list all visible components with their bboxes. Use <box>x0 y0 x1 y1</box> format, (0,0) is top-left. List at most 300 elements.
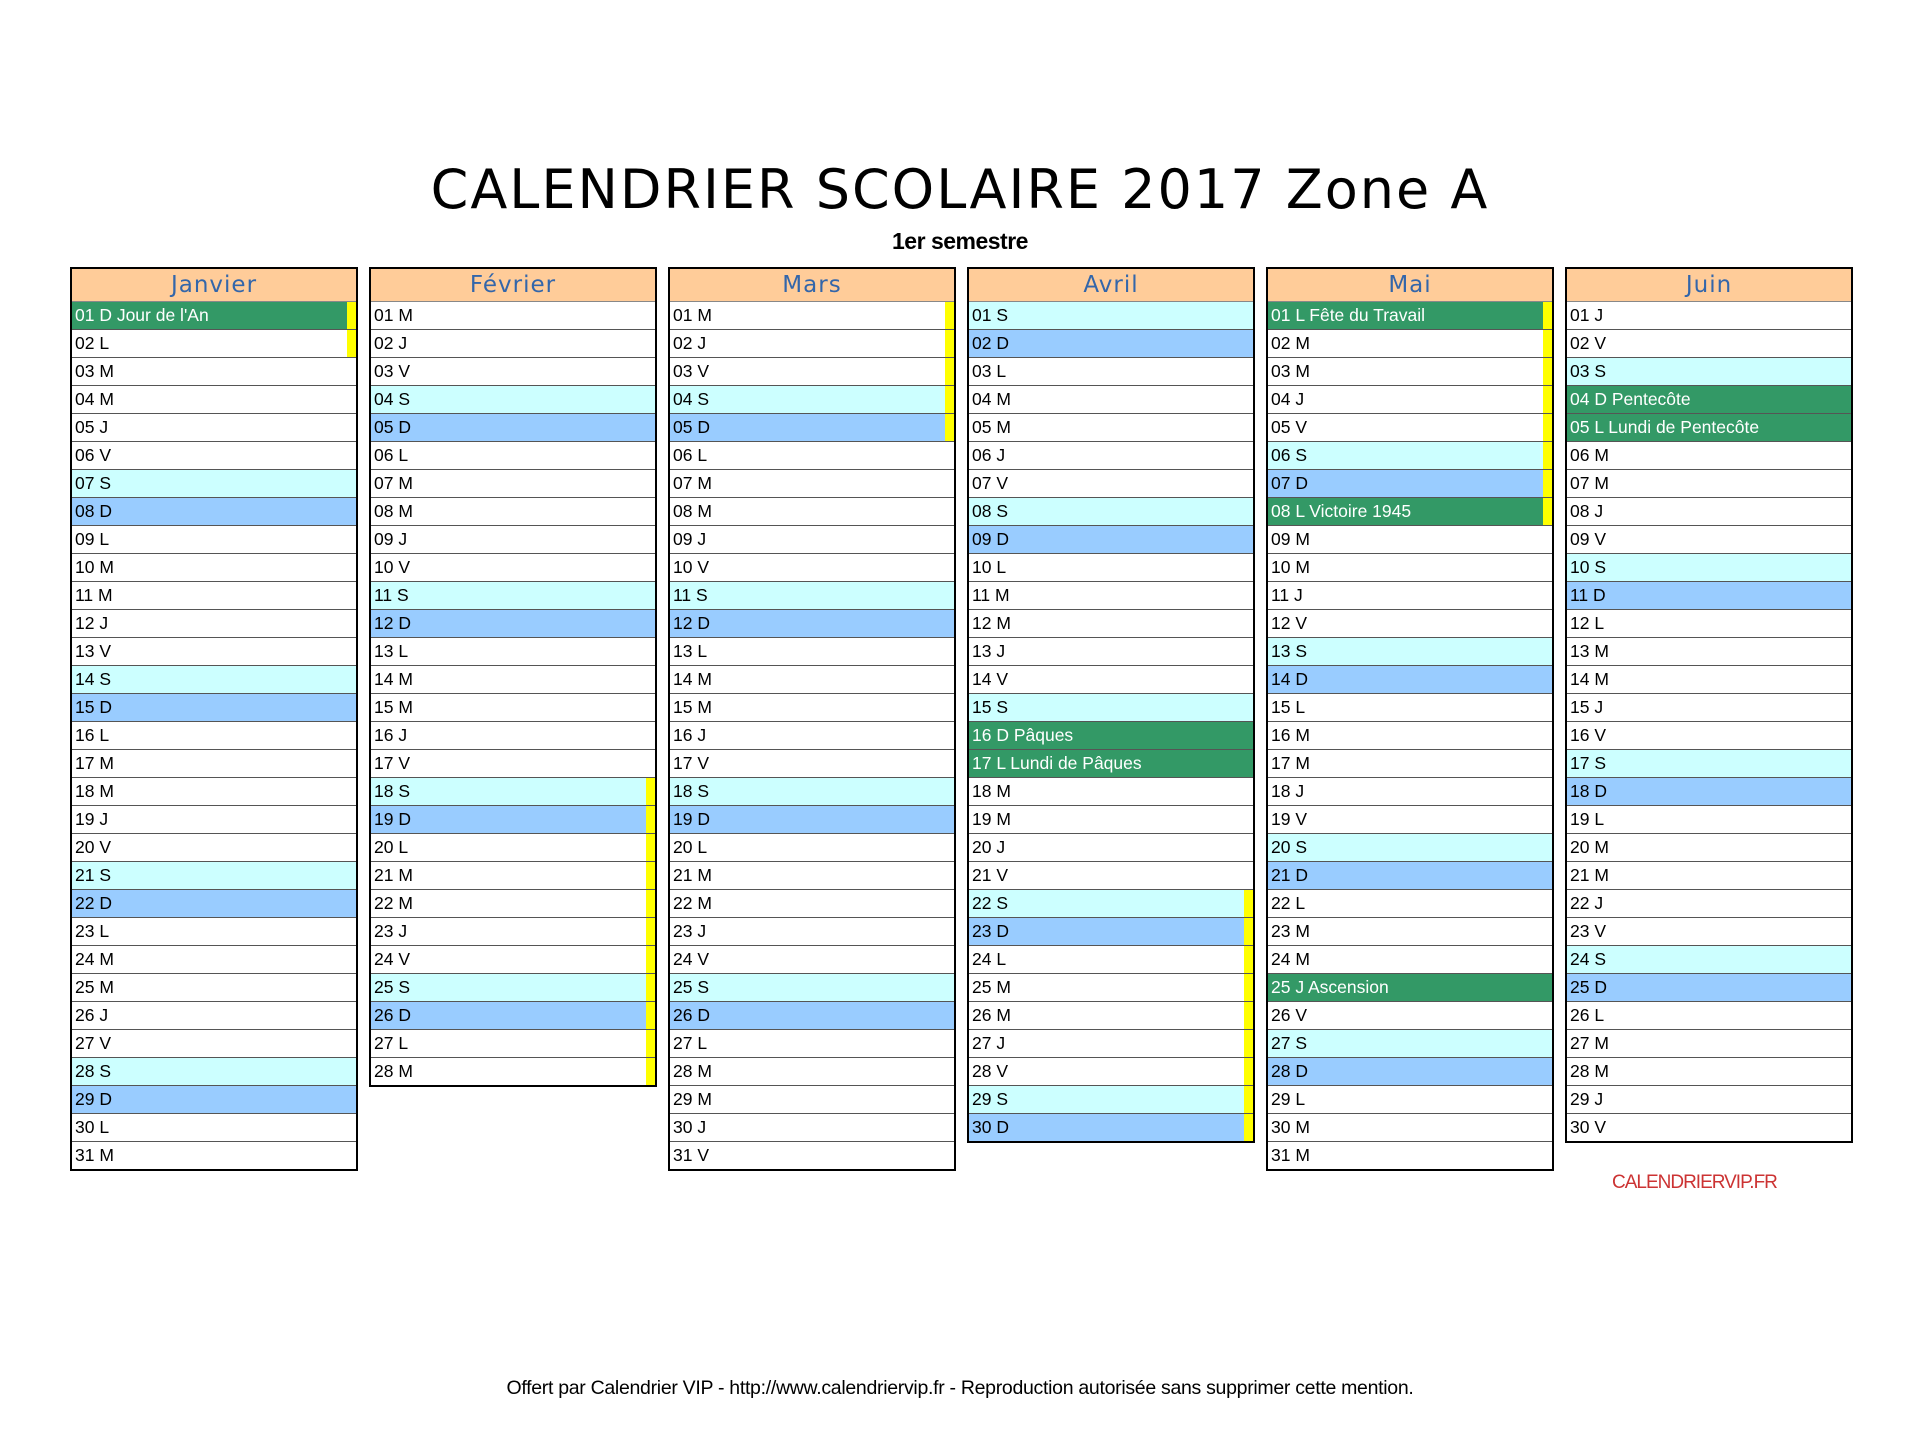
day-row <box>1567 1030 1851 1058</box>
day-label: 21 M <box>673 865 712 885</box>
day-row <box>1567 498 1851 526</box>
day-row <box>371 330 655 358</box>
month-header: Janvier <box>72 269 356 302</box>
day-row <box>72 834 356 862</box>
day-label: 23 D <box>972 921 1009 941</box>
vacation-marker <box>945 330 954 357</box>
day-row <box>969 722 1253 750</box>
day-label: 11 M <box>75 585 113 605</box>
day-row <box>72 694 356 722</box>
day-label: 03 V <box>374 361 410 381</box>
day-label: 10 S <box>1570 557 1606 577</box>
day-row <box>1268 946 1552 974</box>
day-row <box>1268 554 1552 582</box>
day-label: 05 D <box>374 417 411 437</box>
day-row <box>969 778 1253 806</box>
day-label: 01 M <box>374 305 413 325</box>
day-label: 25 M <box>972 977 1011 997</box>
day-row <box>1567 302 1851 330</box>
day-row <box>1268 526 1552 554</box>
day-label: 30 J <box>673 1117 707 1137</box>
day-label: 26 V <box>1271 1005 1307 1025</box>
day-label: 17 L Lundi de Pâques <box>972 753 1142 773</box>
month-header: Février <box>371 269 655 302</box>
day-row <box>1268 778 1552 806</box>
day-label: 23 M <box>1271 921 1310 941</box>
day-row <box>371 358 655 386</box>
day-row <box>969 918 1253 946</box>
day-row <box>1567 750 1851 778</box>
day-row <box>670 358 954 386</box>
day-row <box>72 1058 356 1086</box>
day-label: 30 V <box>1570 1117 1606 1137</box>
day-label: 24 M <box>1271 949 1310 969</box>
day-label: 20 J <box>972 837 1006 857</box>
day-row <box>1268 918 1552 946</box>
day-row <box>1567 330 1851 358</box>
day-label: 15 M <box>673 697 712 717</box>
vacation-marker <box>945 386 954 413</box>
day-label: 06 V <box>75 445 111 465</box>
day-label: 11 M <box>972 585 1010 605</box>
day-row <box>1567 806 1851 834</box>
day-label: 03 M <box>1271 361 1310 381</box>
vacation-marker <box>1244 1002 1253 1029</box>
month-header: Mai <box>1268 269 1552 302</box>
vacation-marker <box>1543 386 1552 413</box>
day-label: 23 V <box>1570 921 1606 941</box>
day-label: 14 S <box>75 669 111 689</box>
day-label: 02 L <box>75 333 110 353</box>
day-label: 08 J <box>1570 501 1604 521</box>
day-row <box>969 806 1253 834</box>
day-label: 17 M <box>75 753 114 773</box>
day-row <box>670 414 954 442</box>
vacation-marker <box>646 974 655 1001</box>
day-label: 12 L <box>1570 613 1605 633</box>
vacation-marker <box>646 1058 655 1085</box>
day-label: 27 S <box>1271 1033 1307 1053</box>
day-label: 08 M <box>673 501 712 521</box>
day-label: 29 D <box>75 1089 112 1109</box>
day-row <box>1268 1058 1552 1086</box>
day-row <box>969 1002 1253 1030</box>
day-label: 14 M <box>1570 669 1609 689</box>
day-label: 07 S <box>75 473 111 493</box>
day-label: 13 S <box>1271 641 1307 661</box>
month-column <box>369 267 657 1087</box>
day-label: 12 M <box>972 613 1011 633</box>
day-label: 30 M <box>1271 1117 1310 1137</box>
day-row <box>72 302 356 330</box>
day-row <box>1567 862 1851 890</box>
day-row <box>1268 722 1552 750</box>
day-label: 22 M <box>673 893 712 913</box>
day-row <box>670 470 954 498</box>
month-column <box>1266 267 1554 1171</box>
day-label: 18 J <box>1271 781 1305 801</box>
day-label: 28 S <box>75 1061 111 1081</box>
day-label: 15 D <box>75 697 112 717</box>
day-row <box>371 1030 655 1058</box>
day-row <box>72 582 356 610</box>
day-row <box>670 862 954 890</box>
day-label: 22 D <box>75 893 112 913</box>
day-row <box>72 1086 356 1114</box>
vacation-marker <box>945 414 954 441</box>
day-row <box>72 946 356 974</box>
day-label: 22 M <box>374 893 413 913</box>
day-row <box>371 722 655 750</box>
day-label: 13 J <box>972 641 1006 661</box>
vacation-marker <box>1543 414 1552 441</box>
day-row <box>371 834 655 862</box>
day-row <box>1567 386 1851 414</box>
day-label: 15 J <box>1570 697 1604 717</box>
vacation-marker <box>1244 974 1253 1001</box>
day-row <box>969 1058 1253 1086</box>
day-label: 07 M <box>673 473 712 493</box>
day-row <box>670 610 954 638</box>
day-label: 16 M <box>1271 725 1310 745</box>
day-row <box>969 498 1253 526</box>
day-row <box>670 582 954 610</box>
day-row <box>72 918 356 946</box>
day-label: 28 V <box>972 1061 1008 1081</box>
month-header: Juin <box>1567 269 1851 302</box>
day-row <box>1567 890 1851 918</box>
day-row <box>371 526 655 554</box>
day-row <box>1567 722 1851 750</box>
day-label: 25 D <box>1570 977 1607 997</box>
day-label: 31 M <box>75 1145 114 1165</box>
vacation-marker <box>646 778 655 805</box>
vacation-marker <box>646 806 655 833</box>
page-subtitle: 1er semestre <box>892 228 1028 254</box>
day-label: 04 S <box>374 389 410 409</box>
day-label: 24 S <box>1570 949 1606 969</box>
day-label: 17 M <box>1271 753 1310 773</box>
day-row <box>371 470 655 498</box>
day-row <box>72 1030 356 1058</box>
day-label: 04 M <box>75 389 114 409</box>
day-row <box>1268 1030 1552 1058</box>
day-label: 07 D <box>1271 473 1308 493</box>
day-row <box>1567 946 1851 974</box>
day-label: 24 V <box>673 949 709 969</box>
day-row <box>371 302 655 330</box>
month-column <box>668 267 956 1171</box>
day-label: 28 M <box>374 1061 413 1081</box>
vacation-marker <box>646 1030 655 1057</box>
day-label: 12 D <box>374 613 411 633</box>
vacation-marker <box>1244 918 1253 945</box>
day-label: 09 J <box>374 529 408 549</box>
day-label: 22 L <box>1271 893 1306 913</box>
day-label: 25 J Ascension <box>1271 977 1389 997</box>
day-label: 21 M <box>374 865 413 885</box>
day-label: 06 L <box>374 445 409 465</box>
day-row <box>1567 974 1851 1002</box>
day-row <box>371 750 655 778</box>
day-row <box>371 890 655 918</box>
day-row <box>1567 1114 1851 1141</box>
day-row <box>1268 582 1552 610</box>
day-row <box>969 666 1253 694</box>
day-row <box>371 806 655 834</box>
day-label: 20 M <box>1570 837 1609 857</box>
day-label: 08 M <box>374 501 413 521</box>
day-row <box>72 806 356 834</box>
day-row <box>1268 386 1552 414</box>
day-label: 30 L <box>75 1117 110 1137</box>
day-label: 07 M <box>1570 473 1609 493</box>
vacation-marker <box>347 330 356 357</box>
vacation-marker <box>1543 470 1552 497</box>
day-row <box>72 526 356 554</box>
day-label: 22 J <box>1570 893 1604 913</box>
day-row <box>1567 358 1851 386</box>
day-label: 02 D <box>972 333 1009 353</box>
day-label: 18 M <box>75 781 114 801</box>
day-label: 26 D <box>374 1005 411 1025</box>
day-row <box>72 498 356 526</box>
day-row <box>969 1114 1253 1141</box>
day-label: 28 M <box>1570 1061 1609 1081</box>
day-label: 10 V <box>374 557 410 577</box>
day-row <box>969 526 1253 554</box>
day-label: 11 S <box>673 585 708 605</box>
day-row <box>1567 554 1851 582</box>
day-label: 06 J <box>972 445 1006 465</box>
day-row <box>670 526 954 554</box>
day-row <box>670 1002 954 1030</box>
day-label: 23 L <box>75 921 110 941</box>
day-row <box>1268 1142 1552 1169</box>
day-label: 27 L <box>673 1033 708 1053</box>
day-label: 04 M <box>972 389 1011 409</box>
day-label: 04 D Pentecôte <box>1570 389 1691 409</box>
day-row <box>1567 470 1851 498</box>
day-label: 01 J <box>1570 305 1604 325</box>
vacation-marker <box>646 918 655 945</box>
day-row <box>1567 414 1851 442</box>
day-label: 05 V <box>1271 417 1307 437</box>
day-row <box>969 974 1253 1002</box>
day-row <box>670 946 954 974</box>
vacation-marker <box>1244 1114 1253 1141</box>
day-label: 19 J <box>75 809 109 829</box>
day-row <box>72 330 356 358</box>
day-label: 13 L <box>673 641 708 661</box>
day-row <box>371 694 655 722</box>
day-label: 01 S <box>972 305 1008 325</box>
day-label: 04 J <box>1271 389 1305 409</box>
day-row <box>1567 918 1851 946</box>
day-label: 13 V <box>75 641 111 661</box>
day-label: 18 D <box>1570 781 1607 801</box>
day-label: 27 L <box>374 1033 409 1053</box>
day-label: 15 L <box>1271 697 1306 717</box>
day-label: 31 V <box>673 1145 709 1165</box>
day-row <box>969 386 1253 414</box>
day-row <box>72 610 356 638</box>
day-row <box>1268 694 1552 722</box>
day-row <box>670 834 954 862</box>
day-label: 27 M <box>1570 1033 1609 1053</box>
vacation-marker <box>1543 442 1552 469</box>
day-label: 16 V <box>1570 725 1606 745</box>
day-row <box>670 386 954 414</box>
day-row <box>670 806 954 834</box>
day-row <box>371 386 655 414</box>
day-label: 12 V <box>1271 613 1307 633</box>
vacation-marker <box>646 890 655 917</box>
day-label: 21 S <box>75 865 111 885</box>
month-header: Mars <box>670 269 954 302</box>
day-label: 05 L Lundi de Pentecôte <box>1570 417 1760 437</box>
day-row <box>72 862 356 890</box>
day-label: 01 M <box>673 305 712 325</box>
day-row <box>1268 414 1552 442</box>
day-label: 06 M <box>1570 445 1609 465</box>
day-row <box>72 666 356 694</box>
day-row <box>670 750 954 778</box>
day-row <box>1268 806 1552 834</box>
day-row <box>670 694 954 722</box>
day-label: 21 M <box>1570 865 1609 885</box>
day-label: 09 J <box>673 529 707 549</box>
day-row <box>969 554 1253 582</box>
day-row <box>1268 330 1552 358</box>
day-row <box>72 358 356 386</box>
day-label: 15 M <box>374 697 413 717</box>
day-label: 12 D <box>673 613 710 633</box>
day-label: 09 M <box>1271 529 1310 549</box>
day-row <box>670 1142 954 1169</box>
day-row <box>72 974 356 1002</box>
day-row <box>72 778 356 806</box>
day-label: 10 M <box>1271 557 1310 577</box>
day-row <box>670 722 954 750</box>
day-label: 02 J <box>673 333 707 353</box>
day-row <box>1567 666 1851 694</box>
day-row <box>1268 890 1552 918</box>
day-label: 29 L <box>1271 1089 1306 1109</box>
day-row <box>371 498 655 526</box>
day-row <box>72 470 356 498</box>
day-row <box>670 330 954 358</box>
day-label: 27 J <box>972 1033 1006 1053</box>
day-label: 14 M <box>374 669 413 689</box>
day-row <box>1567 778 1851 806</box>
day-row <box>1567 834 1851 862</box>
day-row <box>969 638 1253 666</box>
brand-logo: CALENDRIERVIP.FR <box>1612 1172 1777 1193</box>
day-label: 23 J <box>673 921 707 941</box>
day-label: 25 S <box>673 977 709 997</box>
day-label: 05 D <box>673 417 710 437</box>
day-label: 16 L <box>75 725 110 745</box>
day-row <box>969 750 1253 778</box>
day-row <box>371 918 655 946</box>
day-row <box>371 862 655 890</box>
day-label: 11 S <box>374 585 409 605</box>
vacation-marker <box>646 1002 655 1029</box>
day-row <box>1268 1086 1552 1114</box>
month-header: Avril <box>969 269 1253 302</box>
vacation-marker <box>945 302 954 329</box>
day-label: 26 D <box>673 1005 710 1025</box>
day-label: 11 D <box>1570 585 1606 605</box>
day-row <box>1268 610 1552 638</box>
day-label: 26 L <box>1570 1005 1605 1025</box>
vacation-marker <box>945 358 954 385</box>
day-label: 05 M <box>972 417 1011 437</box>
day-label: 20 L <box>374 837 409 857</box>
day-row <box>1268 1114 1552 1142</box>
day-label: 09 V <box>1570 529 1606 549</box>
day-label: 06 S <box>1271 445 1307 465</box>
day-row <box>969 862 1253 890</box>
day-label: 16 J <box>374 725 408 745</box>
day-row <box>969 946 1253 974</box>
day-label: 08 D <box>75 501 112 521</box>
day-label: 26 J <box>75 1005 109 1025</box>
day-row <box>969 610 1253 638</box>
day-label: 17 S <box>1570 753 1606 773</box>
day-row <box>670 302 954 330</box>
day-row <box>670 778 954 806</box>
day-row <box>371 610 655 638</box>
day-row <box>969 414 1253 442</box>
day-label: 30 D <box>972 1117 1009 1137</box>
vacation-marker <box>1244 1030 1253 1057</box>
day-row <box>969 442 1253 470</box>
day-label: 20 S <box>1271 837 1307 857</box>
day-row <box>72 1142 356 1169</box>
day-label: 12 J <box>75 613 109 633</box>
vacation-marker <box>646 946 655 973</box>
day-label: 13 L <box>374 641 409 661</box>
day-row <box>969 582 1253 610</box>
day-row <box>72 722 356 750</box>
day-label: 03 S <box>1570 361 1606 381</box>
day-label: 29 M <box>673 1089 712 1109</box>
day-label: 25 S <box>374 977 410 997</box>
day-row <box>1268 470 1552 498</box>
day-row <box>969 890 1253 918</box>
day-row <box>670 918 954 946</box>
day-label: 13 M <box>1570 641 1609 661</box>
day-label: 10 V <box>673 557 709 577</box>
day-label: 18 S <box>374 781 410 801</box>
day-label: 20 V <box>75 837 111 857</box>
vacation-marker <box>646 862 655 889</box>
day-row <box>371 1058 655 1085</box>
day-label: 02 M <box>1271 333 1310 353</box>
day-label: 16 D Pâques <box>972 725 1074 745</box>
day-row <box>1268 862 1552 890</box>
vacation-marker <box>347 302 356 329</box>
day-label: 01 L Fête du Travail <box>1271 305 1426 325</box>
day-row <box>670 442 954 470</box>
day-row <box>72 1002 356 1030</box>
day-row <box>371 442 655 470</box>
day-label: 10 L <box>972 557 1007 577</box>
day-label: 05 J <box>75 417 109 437</box>
day-label: 14 V <box>972 669 1008 689</box>
